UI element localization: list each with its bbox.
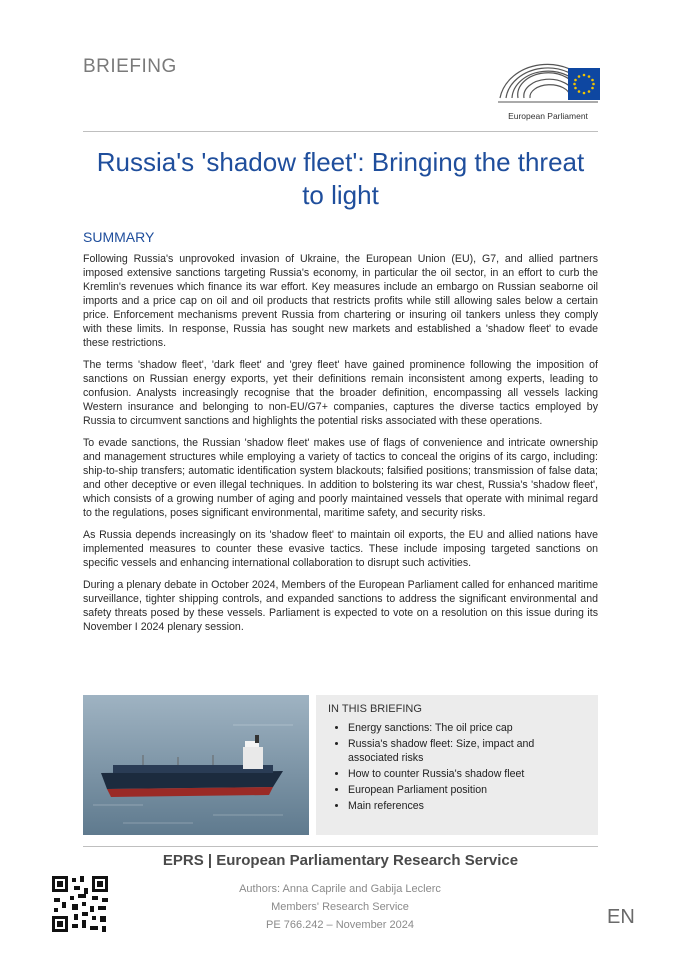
oil-tanker-photo bbox=[83, 695, 309, 835]
summary-paragraph: During a plenary debate in October 2024, Members of the European Parliament called for enhanced maritime surveillance, tighter shipping controls, and expanded sanctions to address the significant environmental and safety threats posed by these vessels. Parliament is expected to vote on a resolution on this issue during its November I 2024 plenary session. bbox=[83, 579, 598, 633]
toc-item-oil-price-cap[interactable]: • Energy sanctions: The oil price cap bbox=[348, 721, 586, 735]
european-parliament-logo-text: European Parliament bbox=[508, 111, 588, 121]
language-code: EN bbox=[607, 906, 635, 928]
authors-line: Authors: Anna Caprile and Gabija Leclerc bbox=[239, 883, 441, 895]
toc-item-ep-position[interactable]: • European Parliament position bbox=[348, 783, 586, 797]
toc-heading: IN THIS BRIEFING bbox=[328, 703, 422, 715]
summary-paragraph: To evade sanctions, the Russian 'shadow fleet' makes use of flags of convenience and intricate ownership and management structures while employing a variety of tactics to conceal the origins of its cargo, including: ship-to-ship transfers; automatic identification system blackouts; falsified positions; transmission of false data; and other deceptive or even illegal techniques. In addition to bolstering its war chest, Russia's 'shadow fleet', which consists of a growing number of aging and poorly maintained vessels that operate with minimal regard to the regulations, poses significant environmental, maritime safety, and security risks. bbox=[83, 437, 598, 519]
summary-heading: SUMMARY bbox=[83, 229, 155, 245]
in-this-briefing-box bbox=[316, 695, 598, 835]
summary-paragraph: As Russia depends increasingly on its 'shadow fleet' to maintain oil exports, the EU and allied nations have implemented measures to counter these evasive tactics. These include imposing targeted sanctions on specific vessels and enhancing international collaboration to disrupt such activities. bbox=[83, 529, 598, 569]
document-title: Russia's 'shadow fleet': Bringing the threat to light bbox=[96, 147, 585, 210]
service-line: Members' Research Service bbox=[271, 901, 409, 913]
footer-credits bbox=[200, 880, 480, 934]
document-type-label: BRIEFING bbox=[83, 56, 177, 77]
reference-line: PE 766.242 – November 2024 bbox=[266, 919, 414, 931]
toc-item-counter-shadow-fleet[interactable]: • How to counter Russia's shadow fleet bbox=[348, 767, 586, 781]
footer-divider bbox=[83, 846, 598, 847]
title-divider bbox=[83, 131, 598, 132]
qr-code[interactable] bbox=[52, 876, 108, 932]
summary-body bbox=[83, 252, 598, 642]
summary-paragraph: Following Russia's unprovoked invasion of Ukraine, the European Union (EU), G7, and allied partners imposed extensive sanctions targeting Russia's economy, in particular the oil sector, in an effort to curb the Kremlin's revenues which finance its war effort. Key measures include an embargo on Russian seaborne oil imports and a price cap on oil and oil products that restricts profits while still allowing sales below a certain price. Enforcement mechanisms prevent Russia from chartering or insuring oil tankers unless they comply with these limits. In response, Russia has sought new markets and established a 'shadow fleet' to evade these restrictions. bbox=[83, 253, 598, 349]
toc-item-main-references[interactable]: • Main references bbox=[348, 799, 586, 813]
toc-item-shadow-fleet-size[interactable]: • Russia's shadow fleet: Size, impact and associated risks bbox=[348, 737, 586, 765]
summary-paragraph: The terms 'shadow fleet', 'dark fleet' and 'grey fleet' have gained prominence following the imposition of sanctions on Russian energy exports, yet their definitions remain inconsistent among experts, leading to confusion. Analysts increasingly recognise that the broader definition, encompassing all vessels lacking Western insurance and belonging to non-EU/G7+ companies, captures the diverse tactics employed by Russia to circumvent sanctions and highlights the potential risks associated with these operations. bbox=[83, 359, 598, 427]
eprs-title: EPRS | European Parliamentary Research Service bbox=[162, 852, 519, 869]
toc-list bbox=[328, 721, 586, 813]
